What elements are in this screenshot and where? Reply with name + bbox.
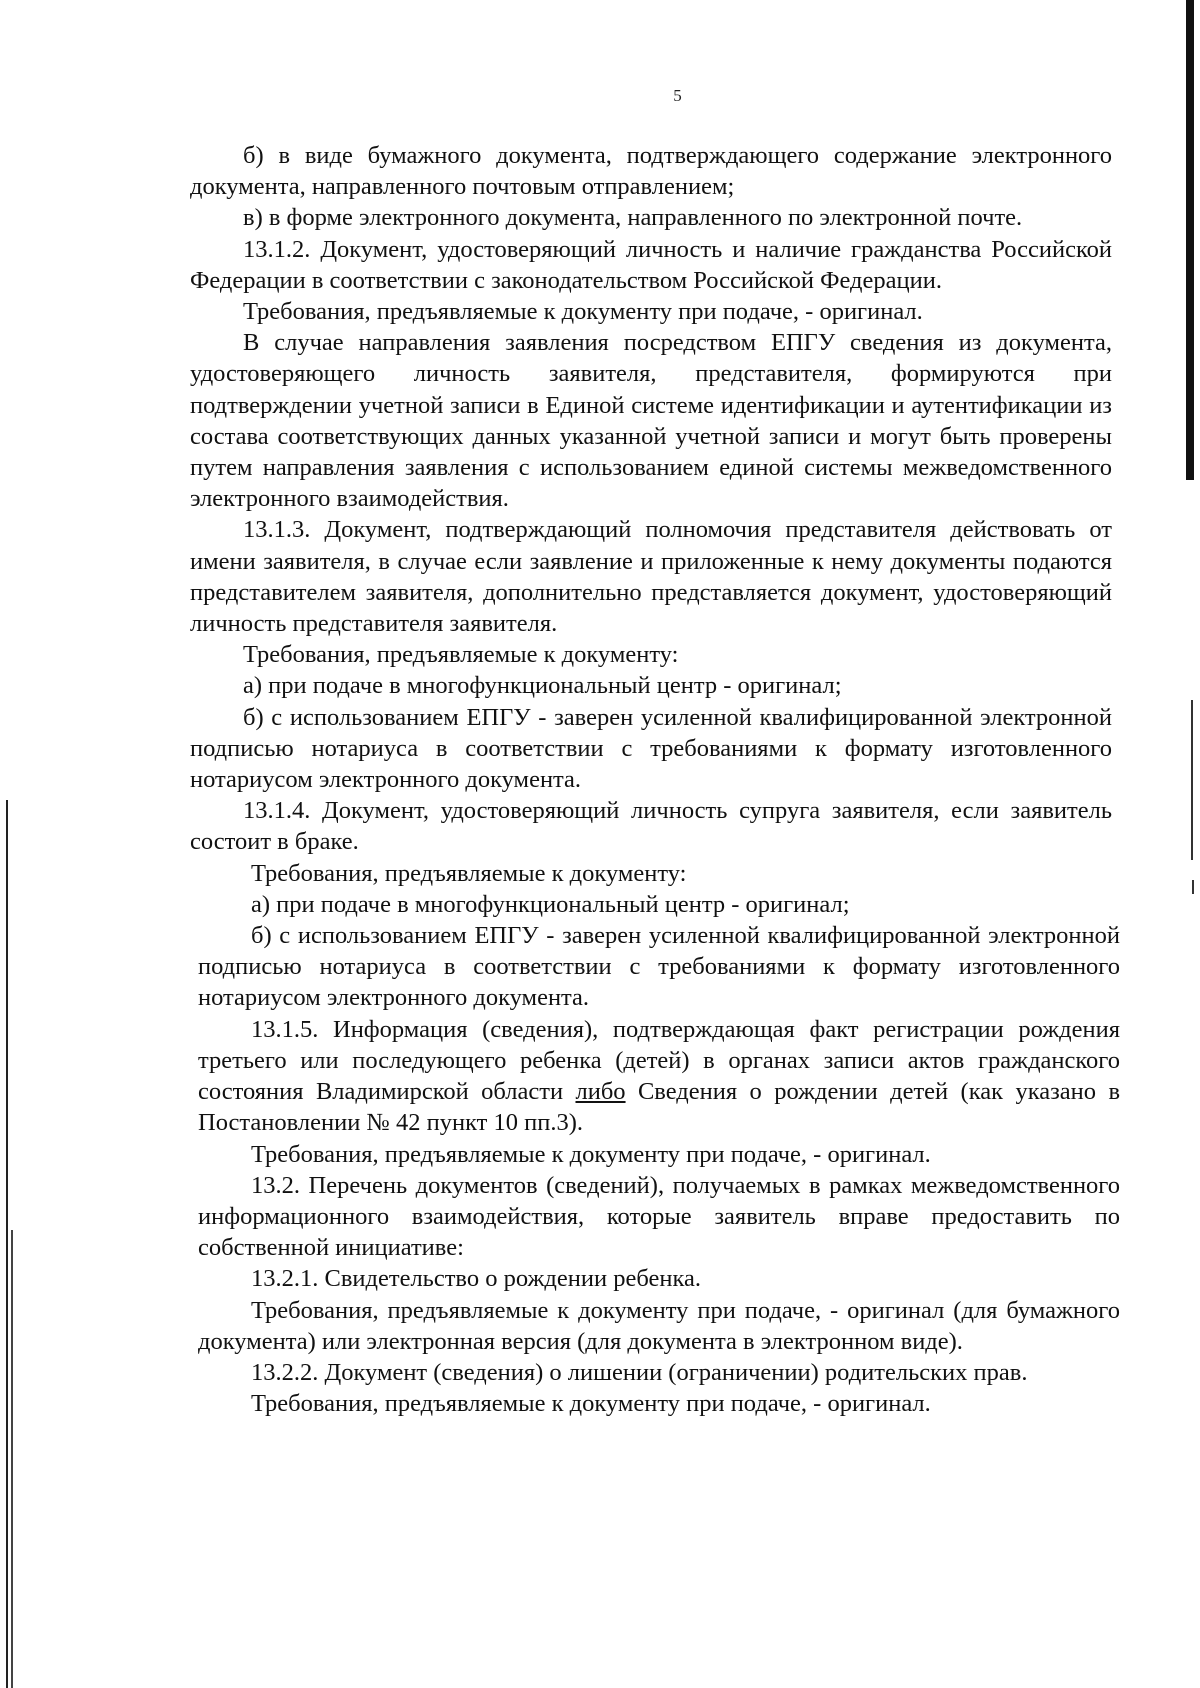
page-number: 5	[673, 86, 682, 105]
paragraph: Требования, предъявляемые к документу при подаче, - оригинал.	[251, 1390, 931, 1418]
paragraph: а) при подаче в многофункциональный центр - оригинал;	[251, 890, 850, 918]
paragraph-13-1-5	[198, 1014, 1120, 1139]
scan-edge-mark	[11, 1230, 13, 1688]
paragraph-13-2: 13.2. Перечень документов (сведений), получаемых в рамках межведомственного информационного взаимодействия, которые заявитель вправе предоставить по собственной инициативе:	[198, 1171, 1120, 1262]
paragraph: Требования, предъявляемые к документу:	[251, 859, 687, 887]
scan-edge-mark	[1186, 0, 1194, 480]
document-body	[190, 140, 1121, 1419]
paragraph-13-1-3: 13.1.3. Документ, подтверждающий полномочия представителя действовать от имени заявителя, в случае если заявление и приложенные к нему документы подаются представителем заявителя, дополнительно представляется документ, удостоверяющий личность представителя заявителя.	[190, 516, 1112, 638]
paragraph-13-2-1: 13.2.1. Свидетельство о рождении ребенка.	[251, 1265, 701, 1293]
paragraph-text: 13.1.5. Информация (сведения), подтверждающая факт регистрации рождения третьего или последующего ребенка (детей) в органах записи актов гражданского состояния Владимирской области	[198, 1015, 1120, 1106]
paragraph: а) при подаче в многофункциональный центр - оригинал;	[243, 672, 842, 700]
paragraph: б) с использованием ЕПГУ - заверен усиленной квалифицированной электронной подписью нотариуса в соответствии с требованиями к формату изготовленного нотариусом электронного документа.	[190, 703, 1112, 794]
paragraph: в) в форме электронного документа, направленного по электронной почте.	[243, 204, 1023, 232]
scan-edge-mark	[1192, 880, 1194, 894]
paragraph: Требования, предъявляемые к документу:	[243, 641, 679, 669]
paragraph: б) с использованием ЕПГУ - заверен усиленной квалифицированной электронной подписью нотариуса в соответствии с требованиями к формату изготовленного нотариусом электронного документа.	[198, 922, 1120, 1012]
paragraph: б) в виде бумажного документа, подтверждающего содержание электронного документа, направленного почтовым отправлением;	[190, 142, 1112, 201]
paragraph: В случае направления заявления посредством ЕПГУ сведения из документа, удостоверяющего личность заявителя, представителя, формируются при подтверждении учетной записи в Единой системе идентификации и аутентификации из состава соответствующих данных указанной учетной записи и могут быть проверены путем направления заявления с использованием единой системы межведомственного электронного взаимодействия.	[190, 329, 1112, 513]
paragraph-13-2-2: 13.2.2. Документ (сведения) о лишении (ограничении) родительских прав.	[251, 1358, 1028, 1386]
paragraph: Требования, предъявляемые к документу при подаче, - оригинал.	[243, 298, 923, 326]
scan-edge-mark	[1191, 700, 1193, 860]
scan-edge-mark	[6, 800, 8, 1688]
paragraph-text: Сведения о рождении детей (как указано в Постановлении № 42 пункт 10 пп.3).	[198, 1078, 1121, 1137]
underlined-word: либо	[575, 1078, 626, 1106]
paragraph-13-1-4: 13.1.4. Документ, удостоверяющий личность супруга заявителя, если заявитель состоит в браке.	[190, 797, 1112, 856]
paragraph-13-1-2: 13.1.2. Документ, удостоверяющий личность и наличие гражданства Российской Федерации в соответствии с законодательством Российской Федерации.	[190, 235, 1112, 294]
paragraph: Требования, предъявляемые к документу при подаче, - оригинал.	[251, 1140, 931, 1168]
paragraph: Требования, предъявляемые к документу при подаче, - оригинал (для бумажного документа) или электронная версия (для документа в электронном виде).	[198, 1296, 1120, 1355]
